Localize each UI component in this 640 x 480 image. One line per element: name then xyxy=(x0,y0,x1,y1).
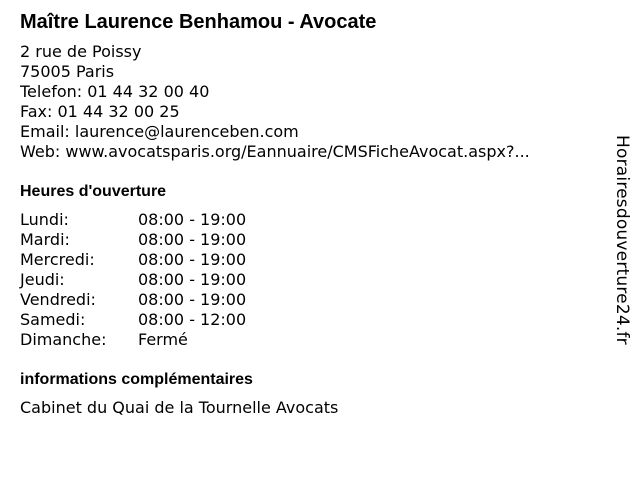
hours-row-saturday xyxy=(20,310,600,330)
hours-row-sunday xyxy=(20,330,600,350)
business-name: Maître Laurence Benhamou - Avocate xyxy=(20,11,377,33)
time-value: Fermé xyxy=(138,330,188,349)
hours-heading: Heures d'ouverture xyxy=(20,183,167,200)
hours-row-monday xyxy=(20,210,600,230)
day-label: Lundi: xyxy=(20,210,69,229)
time-value: 08:00 - 19:00 xyxy=(138,230,247,249)
hours-row-friday xyxy=(20,290,600,310)
time-value: 08:00 - 19:00 xyxy=(138,290,247,309)
website-link[interactable]: Web: www.avocatsparis.org/Eannuaire/CMSFicheAvocat.aspx?... xyxy=(20,142,530,161)
day-label: Dimanche: xyxy=(20,330,107,349)
day-label: Mercredi: xyxy=(20,250,95,269)
hours-table xyxy=(20,210,600,350)
street-address: 2 rue de Poissy xyxy=(20,42,142,61)
day-label: Samedi: xyxy=(20,310,86,329)
time-value: 08:00 - 19:00 xyxy=(138,250,247,269)
hours-row-thursday xyxy=(20,270,600,290)
time-value: 08:00 - 12:00 xyxy=(138,310,247,329)
site-watermark: Horairesdouverture24.fr xyxy=(612,135,632,345)
time-value: 08:00 - 19:00 xyxy=(138,210,247,229)
hours-row-tuesday xyxy=(20,230,600,250)
hours-row-wednesday xyxy=(20,250,600,270)
city-address: 75005 Paris xyxy=(20,62,115,81)
phone-number[interactable]: Telefon: 01 44 32 00 40 xyxy=(20,82,210,101)
fax-number: Fax: 01 44 32 00 25 xyxy=(20,102,180,121)
day-label: Vendredi: xyxy=(20,290,96,309)
time-value: 08:00 - 19:00 xyxy=(138,270,247,289)
info-text: Cabinet du Quai de la Tournelle Avocats xyxy=(20,398,339,417)
email-address[interactable]: Email: laurence@laurenceben.com xyxy=(20,122,299,141)
day-label: Mardi: xyxy=(20,230,70,249)
day-label: Jeudi: xyxy=(20,270,65,289)
business-card xyxy=(20,10,600,418)
info-heading: informations complémentaires xyxy=(20,371,253,388)
